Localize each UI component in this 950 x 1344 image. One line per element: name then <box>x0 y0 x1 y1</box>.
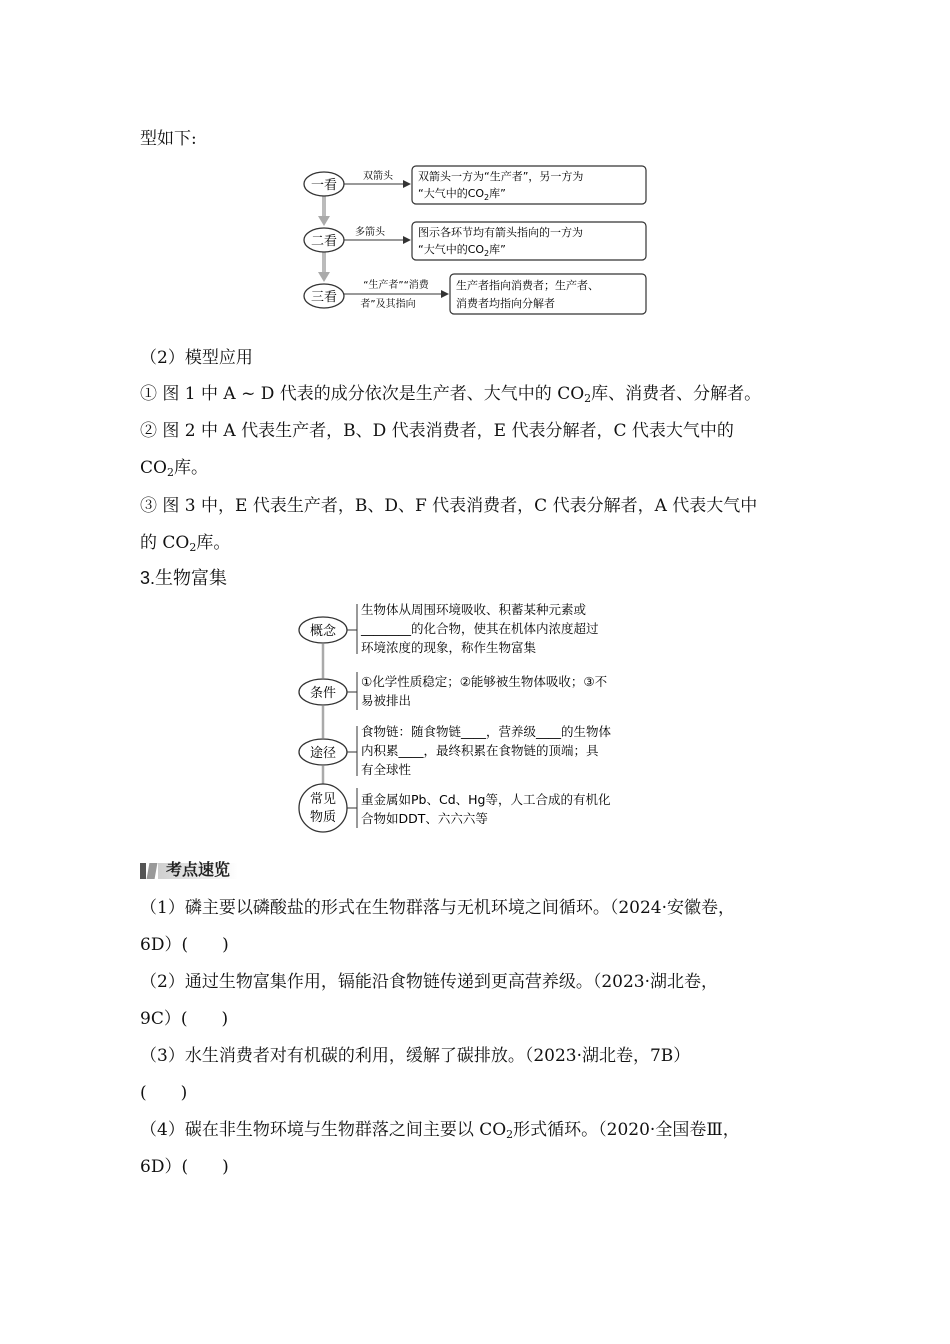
step1-circle-label: 一看 <box>310 178 338 193</box>
question4-line2: 6D）( ) <box>140 1157 229 1177</box>
section2-item3-line1: ③ 图 3 中，E 代表生产者，B、D、F 代表消费者，C 代表分解者，A 代表大气中 <box>140 496 758 516</box>
step1-box-line2: “大气中的$CO_2$库” <box>418 187 506 202</box>
section3-title: 3.生物富集 <box>140 568 228 588</box>
step3-arrow-label-line1: “生产者”“消费 <box>363 280 429 291</box>
question1-line1: （1）磷主要以磷酸盐的形式在生物群落与无机环境之间循环。（2024·安徽卷， <box>140 898 735 918</box>
step2-circle-label: 二看 <box>310 234 338 249</box>
question3-line2: ( ) <box>140 1083 188 1103</box>
model-diagram <box>300 158 660 320</box>
row4-circle-label-line1: 常见 <box>309 792 337 807</box>
row3-line1: 食物链：随食物链____，营养级____的生物体 <box>361 724 612 739</box>
row3-line3: 有全球性 <box>361 762 412 777</box>
step1-box-line1: 双箭头一方为“生产者”，另一方为 <box>418 170 584 183</box>
row3-line2: 内积累____，最终积累在食物链的顶端；具 <box>361 743 599 758</box>
intro-line: 型如下: <box>140 129 197 149</box>
bio-accumulation-svg <box>295 598 665 838</box>
kaodian-banner <box>140 860 240 882</box>
section2-item2-line1: ② 图 2 中 A 代表生产者，B、D 代表消费者，E 代表分解者，C 代表大气中的 <box>140 421 734 441</box>
row1-line2: ________的化合物，使其在机体内浓度超过 <box>361 621 599 636</box>
step3-box-line1: 生产者指向消费者；生产者、 <box>456 279 599 292</box>
question3-line1: （3）水生消费者对有机碳的利用，缓解了碳排放。（2023·湖北卷，7B） <box>140 1046 691 1066</box>
row4-line1: 重金属如Pb、Cd、Hg等，人工合成的有机化 <box>361 792 611 807</box>
step3-circle-label: 三看 <box>310 290 338 305</box>
step1-arrow-label: 双箭头 <box>363 171 393 182</box>
step2-box-line2: “大气中的$CO_2$库” <box>418 243 506 258</box>
step2-box-line1: 图示各环节均有箭头指向的一方为 <box>418 226 583 239</box>
row1-circle-label: 概念 <box>309 624 337 639</box>
row2-circle-label: 条件 <box>309 686 337 701</box>
step2-arrow-label: 多箭头 <box>355 227 385 238</box>
section2-item1: ① 图 1 中 A ~ D 代表的成分依次是生产者、大气中的 $CO_2$库、消费者、分解者。 <box>140 384 762 405</box>
question4-line1: （4）碳在非生物环境与生物群落之间主要以 $CO_2$形式循环。（2020·全国卷Ⅲ， <box>140 1120 740 1141</box>
row2-line2: 易被排出 <box>361 693 412 708</box>
banner-title: 考点速览 <box>166 862 231 879</box>
question2-line2: 9C）( ) <box>140 1009 229 1029</box>
row2-line1: ①化学性质稳定；②能够被生物体吸收；③不 <box>361 674 608 689</box>
bio-accumulation-diagram <box>295 598 665 838</box>
question1-line2: 6D）( ) <box>140 935 229 955</box>
section2-item2-line2: $CO_2$库。 <box>140 458 208 479</box>
row1-line1: 生物体从周围环境吸收、积蓄某种元素或 <box>361 602 587 617</box>
down-arrow-1-head <box>318 216 330 226</box>
banner-bar-icon <box>140 863 146 879</box>
question2-line1: （2）通过生物富集作用，镉能沿食物链传递到更高营养级。（2023·湖北卷， <box>140 972 718 992</box>
row1-line3: 环境浓度的现象，称作生物富集 <box>361 640 537 655</box>
down-arrow-2-head <box>318 272 330 282</box>
row4-circle-label-line2: 物质 <box>309 810 337 825</box>
step3-box-line2: 消费者均指向分解者 <box>456 297 555 310</box>
section2-title: （2）模型应用 <box>140 348 253 368</box>
section2-item3-line2: 的 $CO_2$库。 <box>140 533 231 554</box>
row4-line2: 合物如DDT、六六六等 <box>361 811 488 826</box>
step3-arrow-label-line2: 者”及其指向 <box>360 299 416 310</box>
row3-circle-label: 途径 <box>309 746 337 761</box>
model-diagram-svg <box>300 158 660 320</box>
banner-bar-icon-2 <box>147 863 158 879</box>
